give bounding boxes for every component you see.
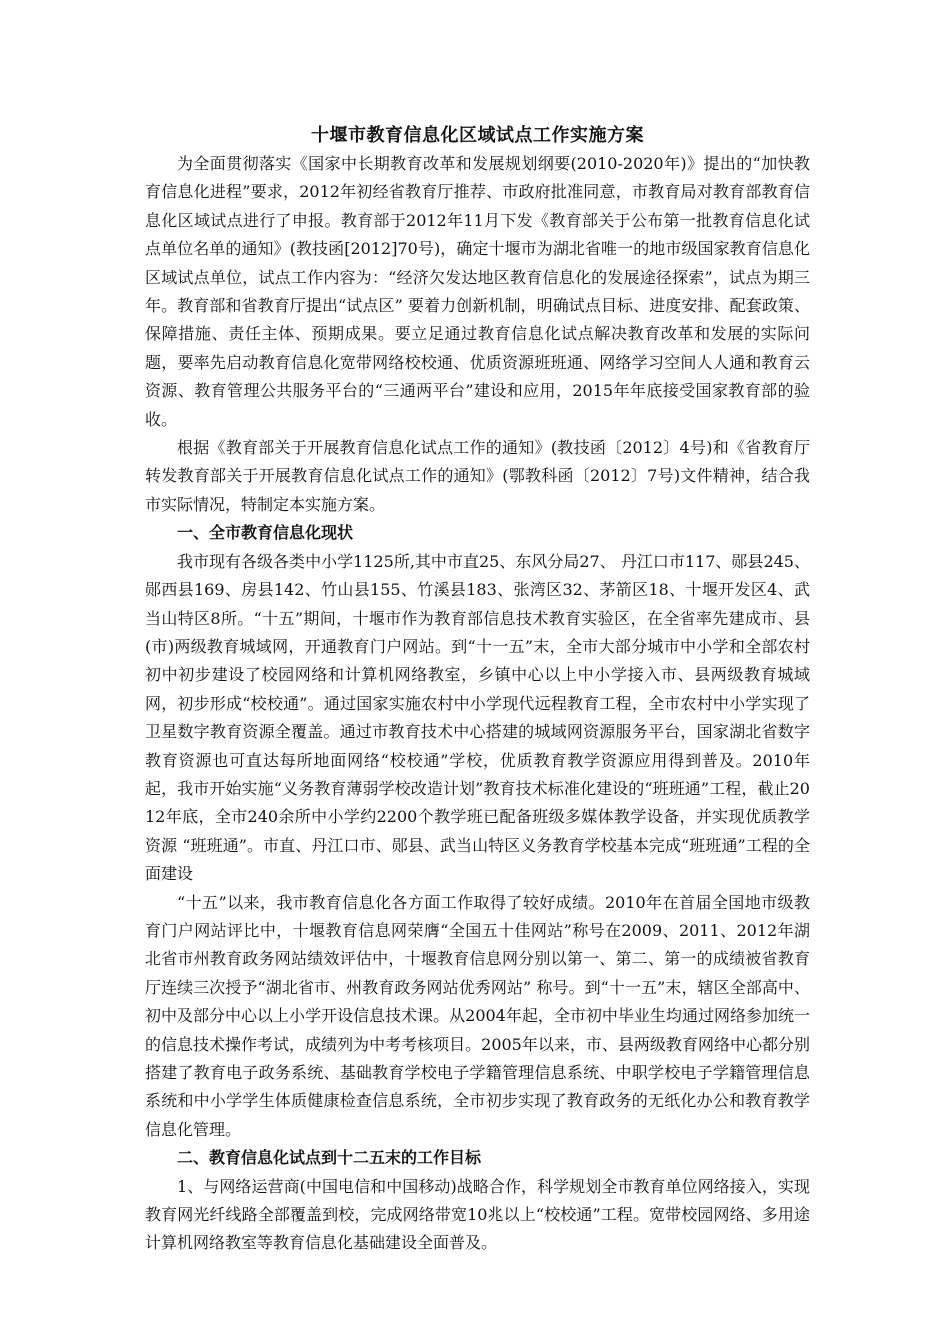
section-2-heading: 二、教育信息化试点到十二五末的工作目标	[177, 1148, 482, 1168]
section-1-paragraph-2: “十五”以来，我市教育信息化各方面工作取得了较好成绩。2010年在首届全国地市级教育门户网站评比中，十堰教育信息网荣膺“全国五十佳网站”称号在2009、2011、2012年湖北省市州教育政务网站绩效评估中，十堰教育信息网分别以第一、第二、第一的成绩被省教育厅连续三次授予“湖北省市、州教育政务网站优秀网站” 称号。到“十一五”末，辖区全部高中、初中及部分中心以上小学开设信息技术课。从2004年起，全市初中毕业生均通过网络参加统一的信息技术操作考试，成绩列为中考考核项目。2005年以来，市、县两级教育网络中心都分别搭建了教育电子政务系统、基础教育学校电子学籍管理信息系统、中职学校电子学籍管理信息系统和中小学学生体质健康检查信息系统，全市初步实现了教育政务的无纸化办公和教育教学信息化管理。	[145, 892, 810, 1139]
section-1-heading: 一、全市教育信息化现状	[177, 523, 354, 543]
intro-paragraph-2: 根据《教育部关于开展教育信息化试点工作的通知》(教技函〔2012〕4号)和《省教育厅转发教育部关于开展教育信息化试点工作的通知》(鄂教科函〔2012〕7号)文件精神，结合我市实际情况，特制定本实施方案。	[145, 438, 810, 514]
document-title: 十堰市教育信息化区域试点工作实施方案	[311, 125, 644, 146]
intro-paragraph-1: 为全面贯彻落实《国家中长期教育改革和发展规划纲要(2010-2020年)》提出的“加快教育信息化进程”要求，2012年初经省教育厅推荐、市政府批准同意，市教育局对教育部教育信息化区域试点进行了申报。教育部于2012年11月下发《教育部关于公布第一批教育信息化试点单位名单的通知》(教技函[2012]70号)，确定十堰市为湖北省唯一的地市级国家教育信息化区域试点单位，试点工作内容为：“经济欠发达地区教育信息化的发展途径探索”，试点为期三年。教育部和省教育厅提出“试点区” 要着力创新机制，明确试点目标、进度安排、配套政策、保障措施、责任主体、预期成果。要立足通过教育信息化试点解决教育改革和发展的实际问题，要率先启动教育信息化宽带网络校校通、优质资源班班通、网络学习空间人人通和教育云资源、教育管理公共服务平台的“三通两平台”建设和应用，2015年年底接受国家教育部的验收。	[145, 154, 810, 429]
document-page	[145, 122, 810, 1258]
section-1-paragraph-1: 我市现有各级各类中小学1125所,其中市直25、东风分局27、 丹江口市117、郧县245、郧西县169、房县142、竹山县155、竹溪县183、张湾区32、茅箭区18、十堰开发区4、武当山特区8所。“十五”期间，十堰市作为教育部信息技术教育实验区，在全省率先建成市、县(市)两级教育城域网，开通教育门户网站。到“十一五”末，全市大部分城市中小学和全部农村初中初步建设了校园网络和计算机网络教室，乡镇中心以上中小学接入市、县两级教育城域网，初步形成“校校通”。通过国家实施农村中小学现代远程教育工程，全市农村中小学实现了卫星数字教育资源全覆盖。通过市教育技术中心搭建的城域网资源服务平台，国家湖北省数字教育资源也可直达每所地面网络“校校通”学校，优质教育教学资源应用得到普及。2010年起，我市开始实施“义务教育薄弱学校改造计划”教育技术标准化建设的“班班通”工程，截止2012年底，全市240余所中小学约2200个教学班已配备班级多媒体教学设备，并实现优质教学资源 “班班通”。市直、丹江口市、郧县、武当山特区义务教育学校基本完成“班班通”工程的全面建设	[145, 551, 810, 884]
section-2-paragraph-1: 1、与网络运营商(中国电信和中国移动)战略合作，科学规划全市教育单位网络接入，实现教育网光纤线路全部覆盖到校，完成网络带宽10兆以上“校校通”工程。宽带校园网络、多用途计算机网络教室等教育信息化基础建设全面普及。	[145, 1176, 810, 1253]
